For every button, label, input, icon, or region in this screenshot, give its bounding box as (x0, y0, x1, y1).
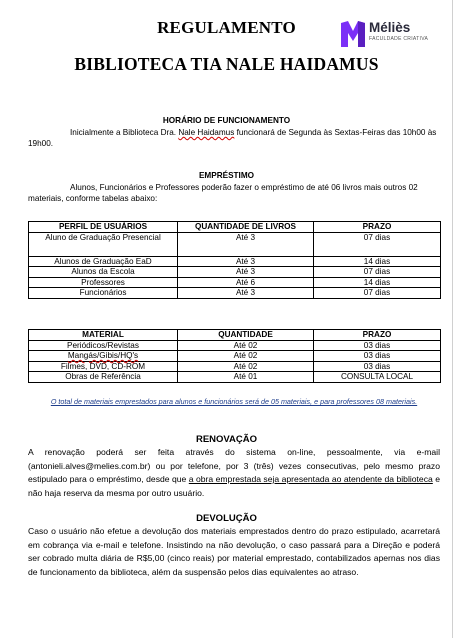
document-title: REGULAMENTO (157, 18, 296, 37)
materials-table (28, 329, 441, 383)
table-row (29, 372, 441, 383)
table-cell: Até 02 (178, 361, 314, 372)
table-cell: Professores (29, 277, 178, 288)
table-cell: Periódicos/Revistas (29, 340, 178, 351)
table-row (29, 351, 441, 362)
table-row (29, 361, 441, 372)
table-cell: Até 6 (178, 277, 314, 288)
renovacao-text: A renovação poderá ser feita através do sistema on-line, pessoalmente, via e-mail (antonieli.alves@melies.com.br) ou por telefone, por 3 (três) vezes consecutivas, pelo mesmo prazo estipulado para o empréstimo, desde que a obra emprestada seja apresentada ao atendente da biblioteca e não haja reserva da mesma por outro usuário. (28, 447, 441, 498)
table-cell: Alunos da Escola (29, 267, 178, 278)
table-cell: Obras de Referência (29, 372, 178, 383)
table-row (29, 277, 441, 288)
table-cell: Até 01 (178, 372, 314, 383)
table-cell: 03 dias (314, 351, 441, 362)
table-header-row (29, 222, 441, 233)
table-cell: Até 3 (178, 256, 314, 267)
user-profile-table (28, 221, 441, 299)
table-row (29, 340, 441, 351)
table-cell: Alunos de Graduação EaD (29, 256, 178, 267)
column-header: QUANTIDADE DE LIVROS (178, 222, 314, 233)
table-cell: 07 dias (314, 232, 441, 256)
logo-name: Méliès (369, 20, 411, 35)
table-row (29, 288, 441, 299)
devolucao-heading: DEVOLUÇÃO (196, 513, 257, 524)
melies-m-icon (339, 19, 367, 49)
table-cell: 07 dias (314, 267, 441, 278)
horario-heading: HORÁRIO DE FUNCIONAMENTO (162, 116, 291, 125)
devolucao-text: Caso o usuário não efetue a devolução dos materiais emprestados dentro do prazo estipulado, acarretará em cobrança via e-mail e telefone. Insistindo na não devolução, o caso passará para a Direção e poderá ser cobrado multa diária de R$5,00 (cinco reais) por material emprestado, contabilizados apernas nos dias de funcionamento da biblioteca, além da suspensão pelos dias equivalentes ao atraso. (28, 526, 440, 577)
column-header: MATERIAL (29, 330, 178, 341)
table-row (29, 256, 441, 267)
table-cell: 14 dias (314, 277, 441, 288)
table-cell: 14 dias (314, 256, 441, 267)
table-cell: Até 3 (178, 232, 314, 256)
table-cell: Mangás/Gibis/HQ's (29, 351, 178, 362)
table-cell: Funcionários (29, 288, 178, 299)
table-cell: Até 3 (178, 288, 314, 299)
column-header: PERFIL DE USUÁRIOS (29, 222, 178, 233)
table-header-row (29, 330, 441, 341)
column-header: PRAZO (314, 222, 441, 233)
emprestimo-text: Alunos, Funcionários e Professores poderão fazer o empréstimo de até 06 livros mais outros 02 materiais, conforme tabelas abaixo: (28, 183, 418, 203)
column-header: PRAZO (314, 330, 441, 341)
column-header: QUANTIDADE (178, 330, 314, 341)
library-name: BIBLIOTECA TIA NALE HAIDAMUS (74, 54, 379, 74)
table-cell: Até 02 (178, 340, 314, 351)
melies-logo (339, 19, 439, 49)
logo-subtitle: FACULDADE CRIATIVA (369, 36, 429, 42)
table-cell: 07 dias (314, 288, 441, 299)
horario-text: Inicialmente a Biblioteca Dra. Nale Haidamus funcionará de Segunda às Sextas-Feiras das 10h00 às 19h00. (28, 128, 437, 148)
table-cell: Aluno de Graduação Presencial (29, 232, 178, 256)
table-cell: Filmes, DVD, CD-ROM (29, 361, 178, 372)
table-cell: Até 3 (178, 267, 314, 278)
table-cell: Até 02 (178, 351, 314, 362)
table-cell: 03 dias (314, 340, 441, 351)
table-row (29, 267, 441, 278)
table-cell: 03 dias (314, 361, 441, 372)
emprestimo-heading: EMPRÉSTIMO (198, 171, 255, 180)
table-row (29, 232, 441, 256)
renovacao-heading: RENOVAÇÃO (195, 434, 258, 445)
materials-note: O total de materiais emprestados para alunos e funcionários será de 05 materiais, e para professores 08 materiais. (50, 397, 418, 406)
table-cell: CONSULTA LOCAL (314, 372, 441, 383)
